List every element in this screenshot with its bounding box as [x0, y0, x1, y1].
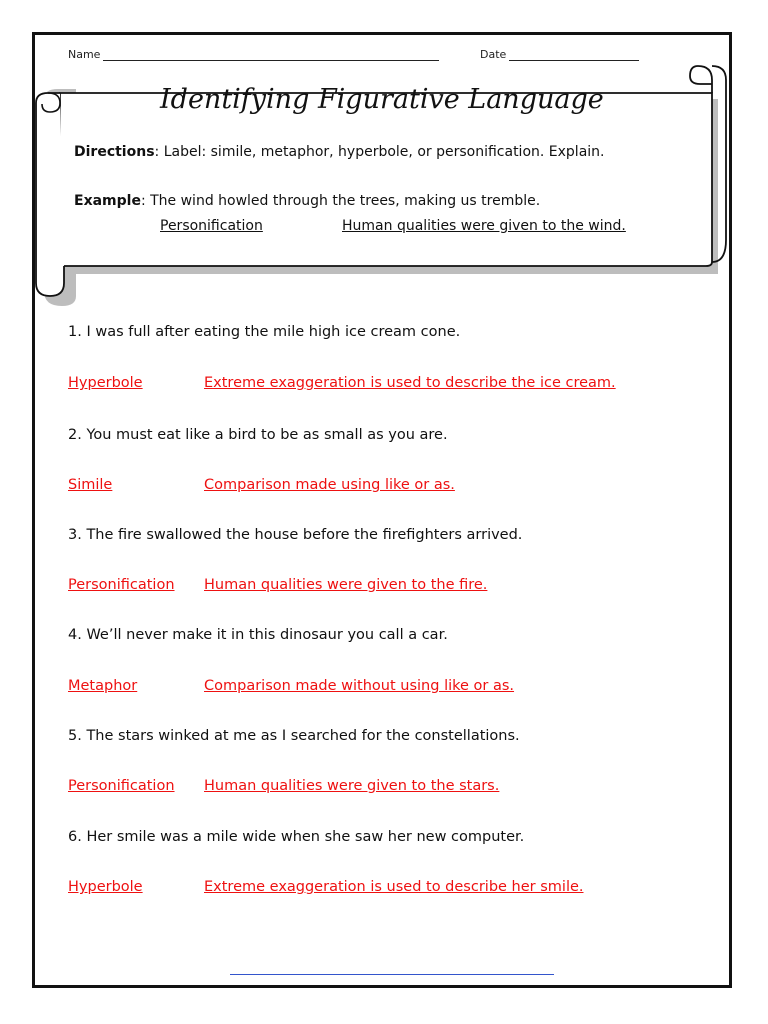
scroll-body: [60, 93, 712, 266]
question-4: 4. We’ll never make it in this dinosaur you call a car.: [68, 627, 448, 643]
question-1: 1. I was full after eating the mile high ice cream cone.: [68, 324, 461, 340]
question-6: 6. Her smile was a mile wide when she saw her new computer.: [68, 829, 525, 845]
scroll-left-curl: [36, 93, 64, 296]
answer-explanation-1[interactable]: Extreme exaggeration is used to describe the ice cream.: [204, 375, 616, 391]
answer-type-1[interactable]: Hyperbole: [68, 375, 143, 391]
question-3: 3. The fire swallowed the house before the firefighters arrived.: [68, 527, 523, 543]
date-label: Date: [480, 48, 507, 61]
question-5: 5. The stars winked at me as I searched for the constellations.: [68, 728, 520, 744]
example: [74, 193, 540, 209]
scroll-right-curl: [690, 66, 712, 93]
answer-explanation-2[interactable]: Comparison made using like or as.: [204, 477, 455, 493]
page-title: Identifying Figurative Language: [160, 84, 604, 115]
example-answer-explanation: Human qualities were given to the wind.: [342, 218, 626, 234]
answer-explanation-3[interactable]: Human qualities were given to the fire.: [204, 577, 488, 593]
answer-type-4[interactable]: Metaphor: [68, 678, 138, 694]
directions-text: : Label: simile, metaphor, hyperbole, or personification. Explain.: [154, 144, 605, 160]
example-text: : The wind howled through the trees, making us tremble.: [140, 193, 541, 209]
answer-type-2[interactable]: Simile: [68, 477, 113, 493]
answer-explanation-6[interactable]: Extreme exaggeration is used to describe her smile.: [204, 879, 584, 895]
scroll-banner: [0, 0, 768, 320]
name-label: Name: [68, 48, 101, 61]
directions: [74, 144, 604, 160]
answer-explanation-4[interactable]: Comparison made without using like or as.: [204, 678, 515, 694]
answer-type-5[interactable]: Personification: [68, 778, 175, 794]
answer-type-6[interactable]: Hyperbole: [68, 879, 143, 895]
directions-label: Directions: [74, 144, 155, 160]
answer-type-3[interactable]: Personification: [68, 577, 175, 593]
answer-explanation-5[interactable]: Human qualities were given to the stars.: [204, 778, 500, 794]
example-label: Example: [74, 193, 141, 209]
question-2: 2. You must eat like a bird to be as small as you are.: [68, 427, 448, 443]
example-answer-type: Personification: [160, 218, 263, 234]
footer-link[interactable]: [230, 962, 554, 975]
